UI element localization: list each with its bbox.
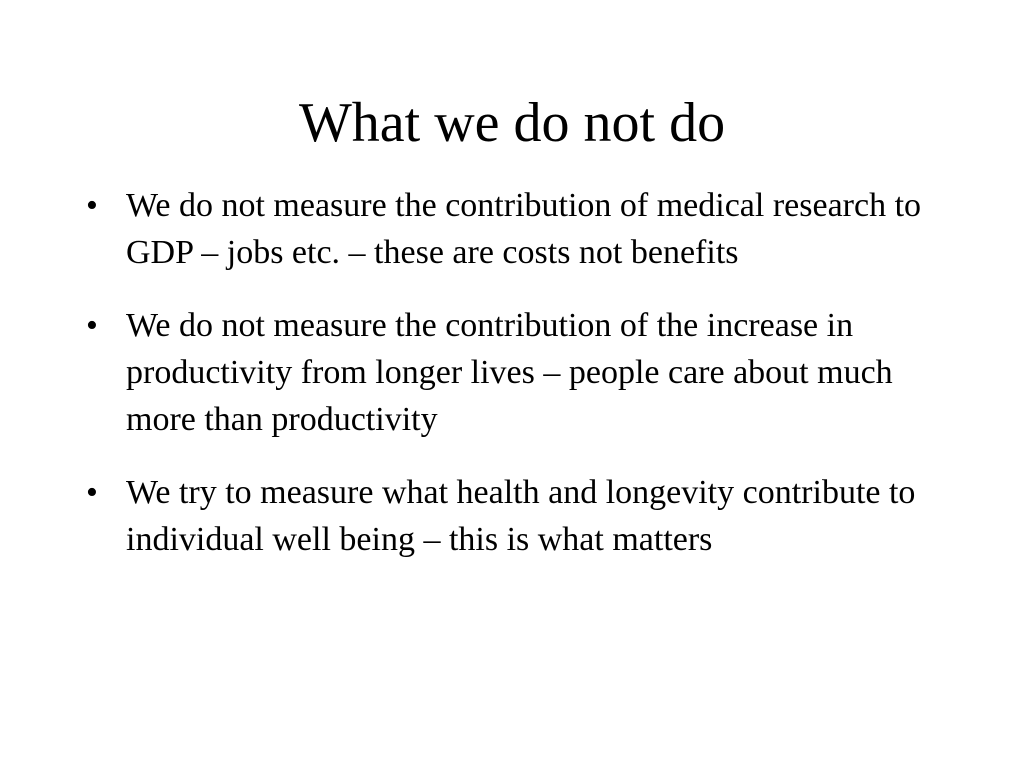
bullet-item-2 bbox=[86, 302, 956, 443]
bullet-item-1 bbox=[86, 182, 956, 276]
bullet-text: We do not measure the contribution of medical research to GDP – jobs etc. – these are costs not benefits bbox=[126, 187, 922, 271]
bullet-text: We try to measure what health and longevity contribute to individual well being – this is what matters bbox=[126, 474, 916, 558]
bullet-marker: • bbox=[86, 307, 98, 344]
bullet-text: We do not measure the contribution of the increase in productivity from longer lives – people care about much more than productivity bbox=[126, 307, 893, 438]
bullet-item-3 bbox=[86, 469, 956, 563]
bullet-marker: • bbox=[86, 474, 98, 511]
slide-title: What we do not do bbox=[298, 92, 726, 154]
bullet-marker: • bbox=[86, 187, 98, 224]
bullet-list bbox=[86, 182, 956, 589]
